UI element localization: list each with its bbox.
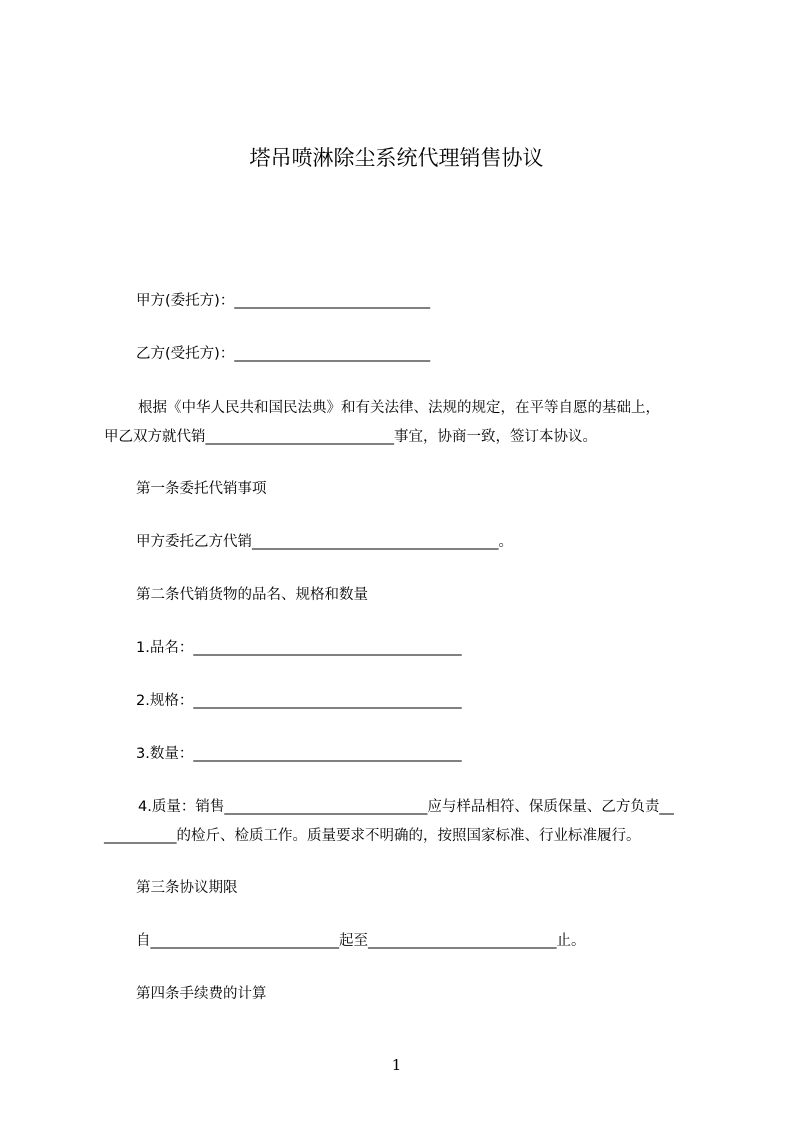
item-quality-line-1: 4.质量：销售____________________________应与样品相符、保质保量、乙方负责__ bbox=[138, 799, 674, 815]
article-1-heading: 第一条委托代销事项 bbox=[136, 481, 267, 497]
article-4-heading: 第四条手续费的计算 bbox=[136, 986, 267, 1002]
item-quantity: 3.数量：_____________________________________ bbox=[136, 746, 462, 762]
article-2-heading: 第二条代销货物的品名、规格和数量 bbox=[136, 587, 368, 603]
item-specification: 2.规格：_____________________________________ bbox=[136, 693, 462, 709]
item-quality-line-2: __________的检斤、检质工作。质量要求不明确的，按照国家标准、行业标准履行。 bbox=[104, 828, 641, 844]
preamble-line-2: 甲乙双方就代销__________________________事宜，协商一致，签订本协议。 bbox=[104, 429, 597, 445]
item-product-name: 1.品名：_____________________________________ bbox=[136, 640, 462, 656]
article-3-heading: 第三条协议期限 bbox=[136, 880, 238, 896]
party-b-line: 乙方(受托方)：___________________________ bbox=[136, 346, 431, 362]
document-title: 塔吊喷淋除尘系统代理销售协议 bbox=[249, 146, 544, 170]
article-3-text: 自__________________________起至__________________________止。 bbox=[136, 933, 586, 949]
party-a-line: 甲方(委托方)：___________________________ bbox=[136, 293, 431, 309]
page-number: 1 bbox=[391, 1056, 402, 1074]
article-1-text: 甲方委托乙方代销__________________________________。 bbox=[136, 534, 513, 550]
preamble-line-1: 根据《中华人民共和国民法典》和有关法律、法规的规定，在平等自愿的基础上， bbox=[138, 400, 660, 416]
